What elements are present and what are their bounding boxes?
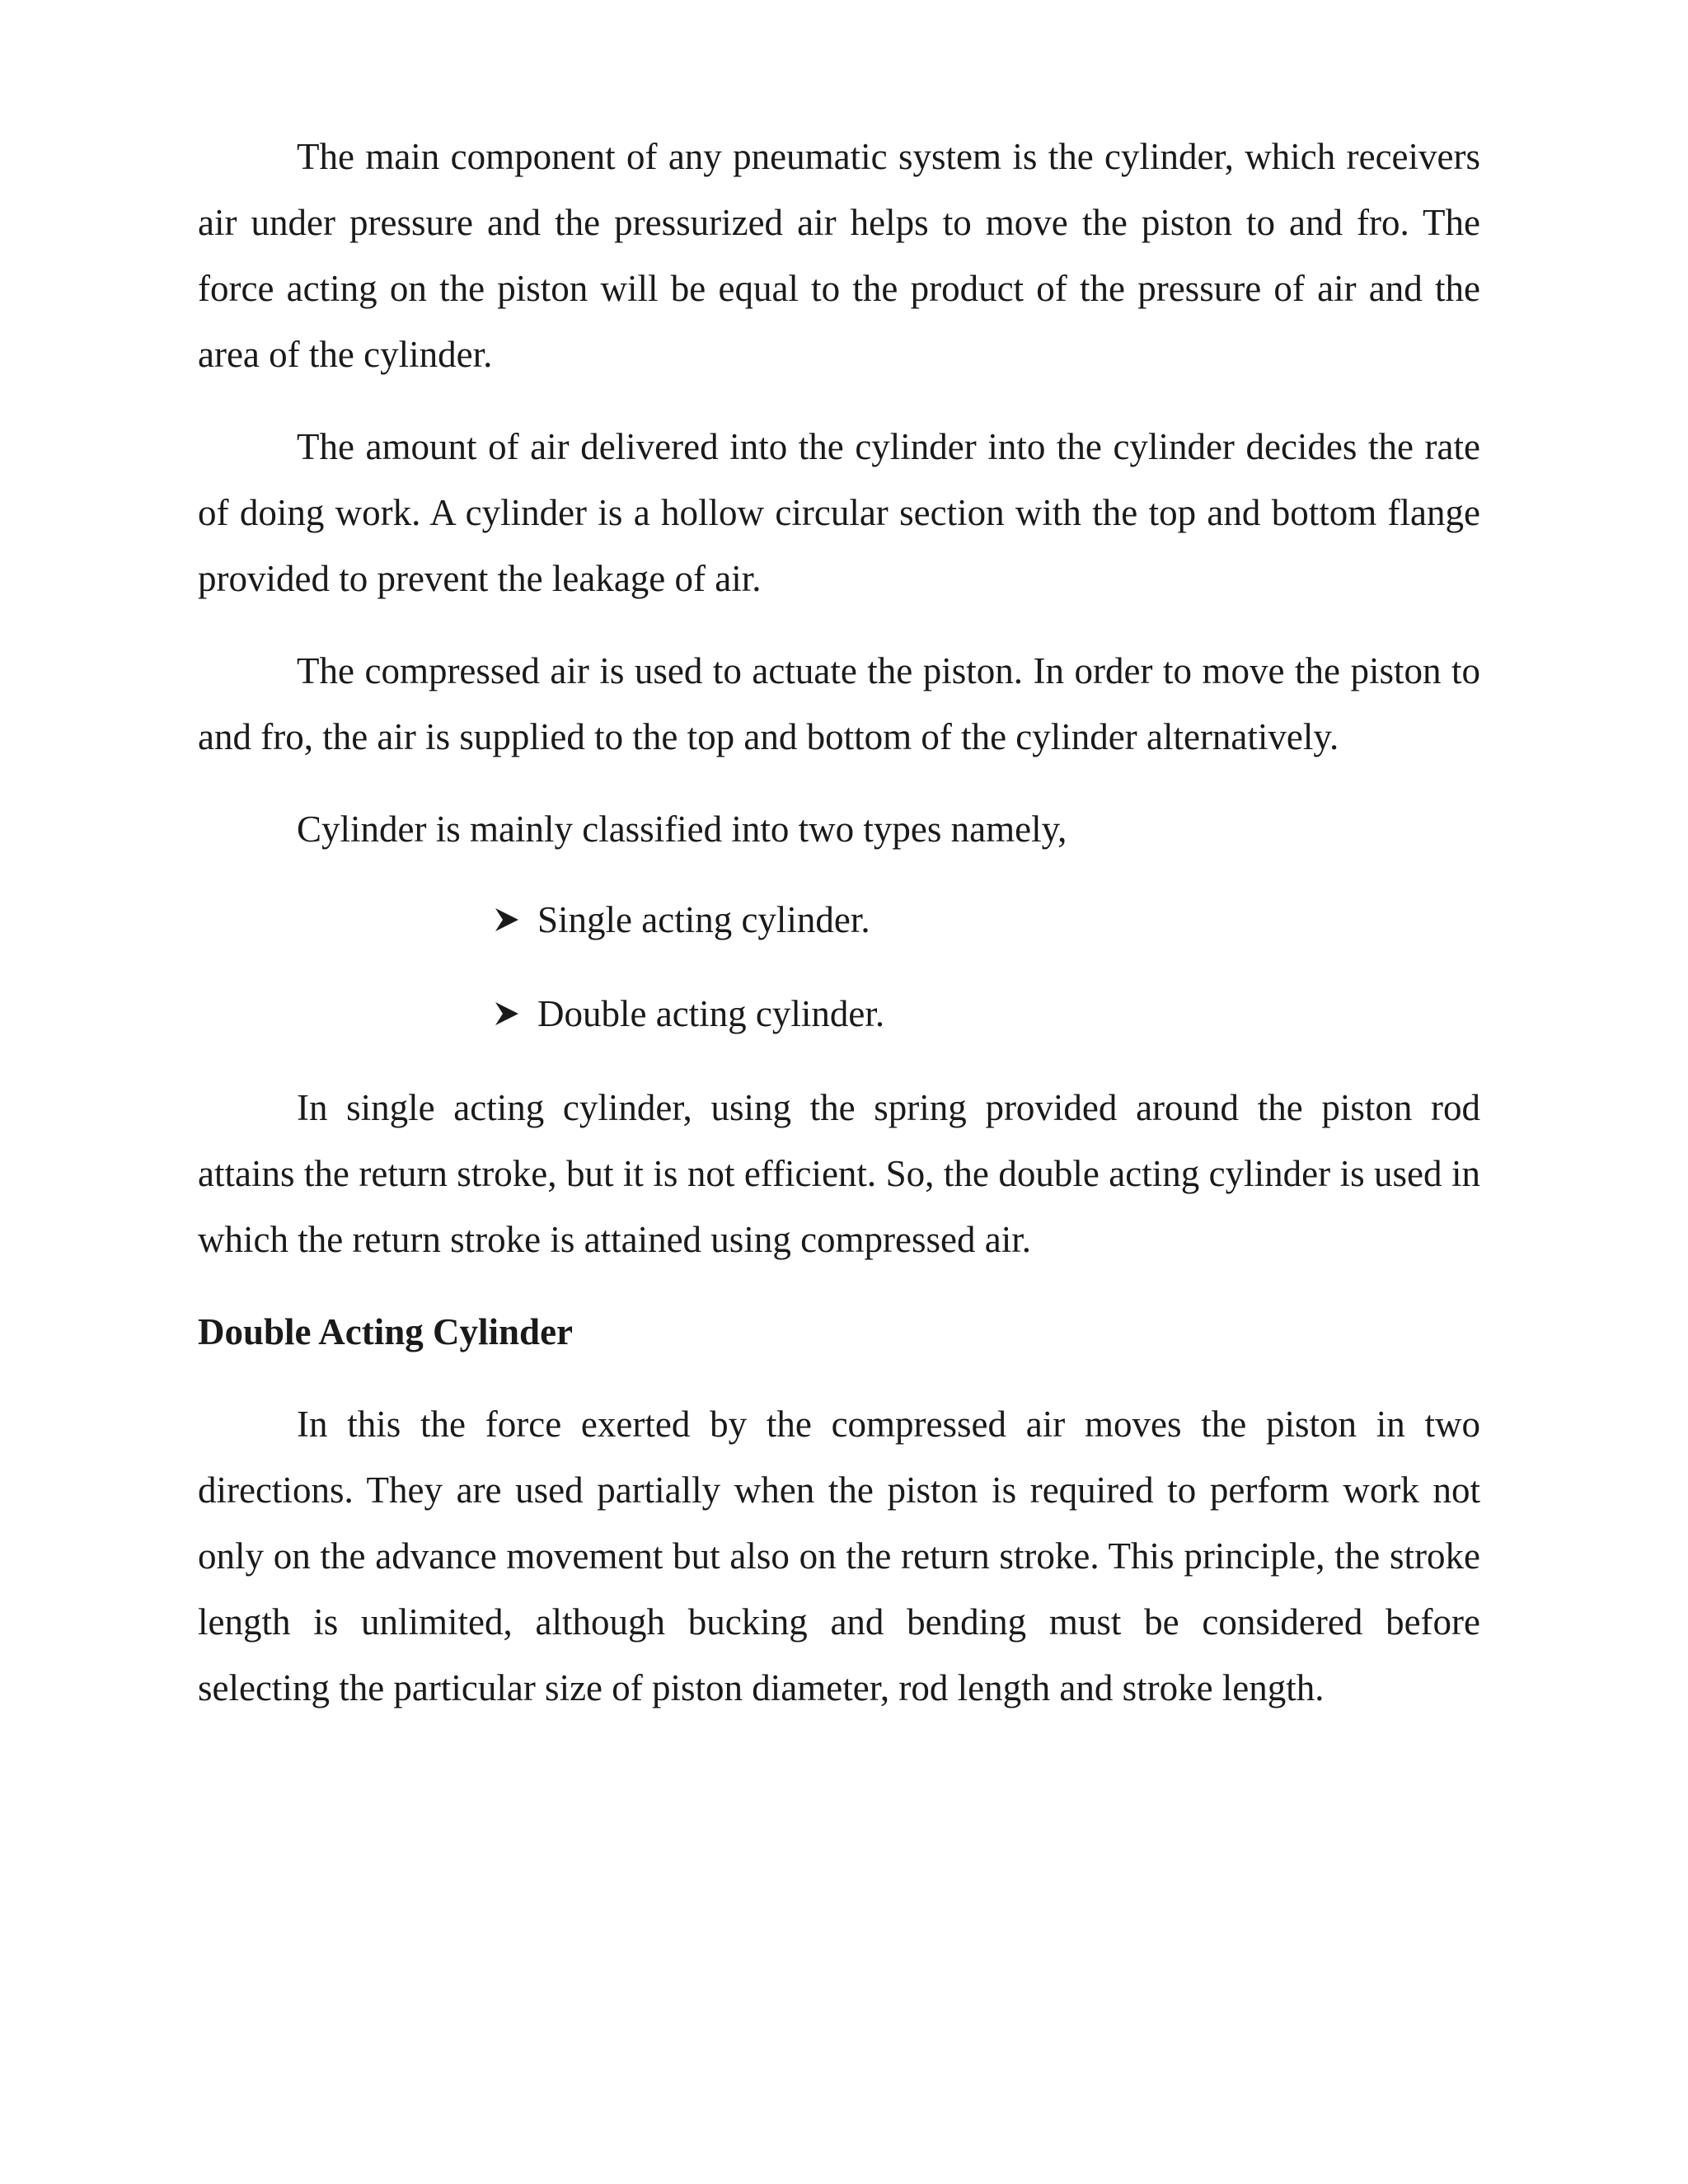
paragraph-compressed-air: The compressed air is used to actuate the piston. In order to move the piston to and fro, the air is supplied to the top and bottom of the cylinder alternatively. <box>198 650 1480 757</box>
paragraph-air-delivery: The amount of air delivered into the cylinder into the cylinder decides the rate of doing work. A cylinder is a hollow circular section with the top and bottom flange provided to prevent the leakage of air. <box>198 426 1480 599</box>
page-content <box>198 124 1480 1747</box>
paragraph-classification: Cylinder is mainly classified into two types namely, <box>297 808 1067 850</box>
arrowhead-bullet-icon <box>493 906 521 934</box>
list-item-text: Single acting cylinder. <box>537 899 870 940</box>
paragraph-single-acting: In single acting cylinder, using the spring provided around the piston rod attains the return stroke, but it is not efficient. So, the double acting cylinder is used in which the return stroke is attained using compressed air. <box>198 1087 1480 1260</box>
list-item-text: Double acting cylinder. <box>537 993 885 1034</box>
section-heading: Double Acting Cylinder <box>198 1311 574 1352</box>
paragraph-double-acting: In this the force exerted by the compressed air moves the piston in two directions. They are used partially when the piston is required to perform work not only on the advance movement but also on the return stroke. This principle, the stroke length is unlimited, although bucking and bending must be considered before selecting the particular size of piston diameter, rod length and stroke length. <box>198 1404 1480 1708</box>
cylinder-types-list <box>198 887 1480 1047</box>
list-item <box>493 981 1480 1047</box>
list-item <box>493 887 1480 953</box>
paragraph-cylinder-overview: The main component of any pneumatic system is the cylinder, which receivers air under pressure and the pressurized air helps to move the piston to and fro. The force acting on the piston will be equal to the product of the pressure of air and the area of the cylinder. <box>198 136 1480 375</box>
arrowhead-bullet-icon <box>493 1000 521 1028</box>
